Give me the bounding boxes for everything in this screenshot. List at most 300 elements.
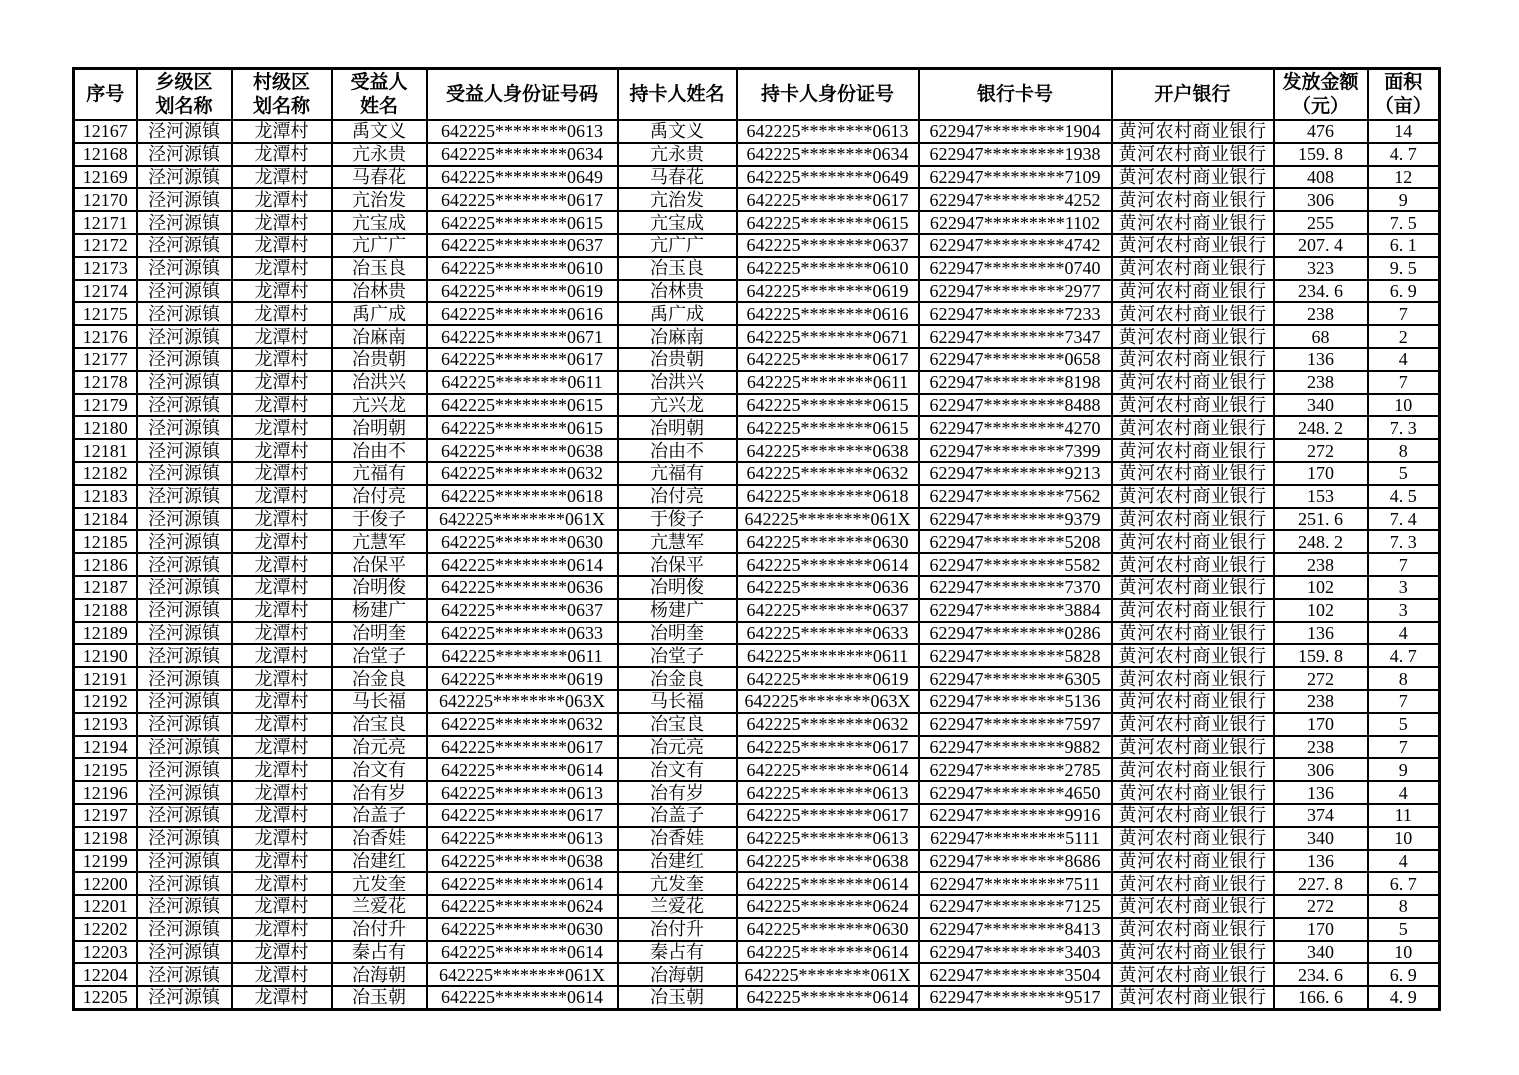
cell-village: 龙潭村 bbox=[232, 143, 332, 166]
cell-cardholder-name: 冶建红 bbox=[618, 850, 737, 873]
cell-cardholder-name: 亢兴龙 bbox=[618, 394, 737, 417]
cell-serial: 12200 bbox=[74, 872, 137, 895]
cell-area: 5 bbox=[1368, 462, 1440, 485]
cell-township: 泾河源镇 bbox=[137, 963, 232, 986]
cell-serial: 12196 bbox=[74, 781, 137, 804]
cell-bank: 黄河农村商业银行 bbox=[1112, 462, 1274, 485]
cell-amount: 136 bbox=[1274, 348, 1368, 371]
cell-cardholder-name: 冶玉朝 bbox=[618, 986, 737, 1009]
cell-village: 龙潭村 bbox=[232, 371, 332, 394]
table-row bbox=[74, 325, 1440, 348]
cell-cardholder-id: 642225********0616 bbox=[737, 302, 919, 325]
cell-bank-card-number: 622947*********9882 bbox=[919, 736, 1112, 759]
cell-bank: 黄河农村商业银行 bbox=[1112, 211, 1274, 234]
cell-village: 龙潭村 bbox=[232, 211, 332, 234]
cell-beneficiary-name: 亢福有 bbox=[332, 462, 427, 485]
cell-amount: 340 bbox=[1274, 394, 1368, 417]
cell-amount: 68 bbox=[1274, 325, 1368, 348]
cell-bank: 黄河农村商业银行 bbox=[1112, 394, 1274, 417]
header-label-line: 姓名 bbox=[359, 95, 398, 117]
cell-beneficiary-name: 冶玉朝 bbox=[332, 986, 427, 1009]
cell-cardholder-id: 642225********0611 bbox=[737, 644, 919, 667]
cell-serial: 12204 bbox=[74, 963, 137, 986]
cell-serial: 12199 bbox=[74, 850, 137, 873]
cell-cardholder-id: 642225********0636 bbox=[737, 576, 919, 599]
cell-village: 龙潭村 bbox=[232, 599, 332, 622]
cell-bank-card-number: 622947*********2785 bbox=[919, 758, 1112, 781]
cell-amount: 136 bbox=[1274, 622, 1368, 645]
cell-village: 龙潭村 bbox=[232, 257, 332, 280]
cell-beneficiary-id: 642225********0614 bbox=[427, 941, 618, 964]
header-label-line: 划名称 bbox=[252, 95, 310, 117]
cell-cardholder-id: 642225********0637 bbox=[737, 599, 919, 622]
cell-bank-card-number: 622947*********4270 bbox=[919, 416, 1112, 439]
table-row bbox=[74, 394, 1440, 417]
cell-amount: 159. 8 bbox=[1274, 143, 1368, 166]
table-body bbox=[74, 120, 1440, 1009]
cell-cardholder-id: 642225********0619 bbox=[737, 280, 919, 303]
cell-cardholder-id: 642225********0619 bbox=[737, 667, 919, 690]
header-cell-village bbox=[232, 69, 332, 121]
cell-bank-card-number: 622947*********3403 bbox=[919, 941, 1112, 964]
cell-village: 龙潭村 bbox=[232, 804, 332, 827]
cell-area: 10 bbox=[1368, 394, 1440, 417]
cell-bank: 黄河农村商业银行 bbox=[1112, 257, 1274, 280]
cell-beneficiary-id: 642225********0634 bbox=[427, 143, 618, 166]
cell-cardholder-name: 冶文有 bbox=[618, 758, 737, 781]
header-label-line: （元） bbox=[1291, 95, 1349, 117]
cell-area: 7. 3 bbox=[1368, 530, 1440, 553]
cell-beneficiary-id: 642225********0617 bbox=[427, 188, 618, 211]
cell-area: 6. 9 bbox=[1368, 280, 1440, 303]
cell-cardholder-id: 642225********0624 bbox=[737, 895, 919, 918]
cell-village: 龙潭村 bbox=[232, 941, 332, 964]
cell-bank: 黄河农村商业银行 bbox=[1112, 485, 1274, 508]
cell-bank-card-number: 622947*********9916 bbox=[919, 804, 1112, 827]
cell-village: 龙潭村 bbox=[232, 302, 332, 325]
cell-serial: 12197 bbox=[74, 804, 137, 827]
cell-township: 泾河源镇 bbox=[137, 188, 232, 211]
cell-beneficiary-id: 642225********0632 bbox=[427, 713, 618, 736]
cell-bank-card-number: 622947*********1904 bbox=[919, 120, 1112, 143]
cell-bank: 黄河农村商业银行 bbox=[1112, 599, 1274, 622]
table-row bbox=[74, 599, 1440, 622]
cell-beneficiary-id: 642225********0637 bbox=[427, 599, 618, 622]
cell-cardholder-name: 亢发奎 bbox=[618, 872, 737, 895]
cell-cardholder-name: 冶麻南 bbox=[618, 325, 737, 348]
cell-amount: 340 bbox=[1274, 941, 1368, 964]
cell-beneficiary-name: 冶盖子 bbox=[332, 804, 427, 827]
cell-serial: 12184 bbox=[74, 508, 137, 531]
header-label-line: 持卡人姓名 bbox=[629, 83, 725, 105]
cell-bank: 黄河农村商业银行 bbox=[1112, 188, 1274, 211]
cell-cardholder-name: 冶海朝 bbox=[618, 963, 737, 986]
cell-serial: 12183 bbox=[74, 485, 137, 508]
cell-township: 泾河源镇 bbox=[137, 758, 232, 781]
cell-cardholder-id: 642225********0632 bbox=[737, 713, 919, 736]
cell-amount: 238 bbox=[1274, 302, 1368, 325]
cell-township: 泾河源镇 bbox=[137, 941, 232, 964]
cell-bank-card-number: 622947*********7233 bbox=[919, 302, 1112, 325]
cell-area: 8 bbox=[1368, 895, 1440, 918]
cell-township: 泾河源镇 bbox=[137, 918, 232, 941]
cell-village: 龙潭村 bbox=[232, 166, 332, 189]
cell-township: 泾河源镇 bbox=[137, 736, 232, 759]
cell-cardholder-name: 亢福有 bbox=[618, 462, 737, 485]
cell-township: 泾河源镇 bbox=[137, 690, 232, 713]
cell-amount: 227. 8 bbox=[1274, 872, 1368, 895]
cell-bank: 黄河农村商业银行 bbox=[1112, 850, 1274, 873]
cell-beneficiary-name: 冶明俊 bbox=[332, 576, 427, 599]
header-cell-cardholder-id bbox=[737, 69, 919, 121]
cell-bank-card-number: 622947*********5582 bbox=[919, 553, 1112, 576]
cell-cardholder-id: 642225********0615 bbox=[737, 394, 919, 417]
cell-beneficiary-name: 冶明朝 bbox=[332, 416, 427, 439]
cell-beneficiary-id: 642225********0633 bbox=[427, 622, 618, 645]
cell-amount: 170 bbox=[1274, 462, 1368, 485]
cell-cardholder-name: 冶由不 bbox=[618, 439, 737, 462]
cell-beneficiary-id: 642225********0638 bbox=[427, 439, 618, 462]
cell-serial: 12186 bbox=[74, 553, 137, 576]
cell-cardholder-id: 642225********0649 bbox=[737, 166, 919, 189]
cell-amount: 238 bbox=[1274, 371, 1368, 394]
cell-cardholder-name: 马春花 bbox=[618, 166, 737, 189]
cell-township: 泾河源镇 bbox=[137, 302, 232, 325]
cell-township: 泾河源镇 bbox=[137, 895, 232, 918]
cell-cardholder-id: 642225********0614 bbox=[737, 986, 919, 1009]
cell-township: 泾河源镇 bbox=[137, 257, 232, 280]
cell-serial: 12201 bbox=[74, 895, 137, 918]
table-row bbox=[74, 166, 1440, 189]
cell-township: 泾河源镇 bbox=[137, 713, 232, 736]
cell-beneficiary-id: 642225********063X bbox=[427, 690, 618, 713]
cell-bank-card-number: 622947*********8413 bbox=[919, 918, 1112, 941]
header-cell-area bbox=[1368, 69, 1440, 121]
cell-beneficiary-name: 冶付升 bbox=[332, 918, 427, 941]
cell-serial: 12193 bbox=[74, 713, 137, 736]
cell-village: 龙潭村 bbox=[232, 850, 332, 873]
header-row bbox=[74, 69, 1440, 121]
cell-beneficiary-name: 冶元亮 bbox=[332, 736, 427, 759]
header-cell-beneficiary-id bbox=[427, 69, 618, 121]
cell-cardholder-name: 于俊子 bbox=[618, 508, 737, 531]
table-row bbox=[74, 736, 1440, 759]
cell-beneficiary-name: 亢宝成 bbox=[332, 211, 427, 234]
cell-cardholder-name: 冶明朝 bbox=[618, 416, 737, 439]
cell-village: 龙潭村 bbox=[232, 348, 332, 371]
cell-beneficiary-id: 642225********0610 bbox=[427, 257, 618, 280]
cell-beneficiary-name: 亢治发 bbox=[332, 188, 427, 211]
cell-bank: 黄河农村商业银行 bbox=[1112, 690, 1274, 713]
cell-cardholder-id: 642225********0614 bbox=[737, 941, 919, 964]
table-row bbox=[74, 257, 1440, 280]
cell-village: 龙潭村 bbox=[232, 508, 332, 531]
cell-village: 龙潭村 bbox=[232, 530, 332, 553]
cell-bank: 黄河农村商业银行 bbox=[1112, 667, 1274, 690]
cell-cardholder-id: 642225********0632 bbox=[737, 462, 919, 485]
cell-area: 7 bbox=[1368, 736, 1440, 759]
cell-bank: 黄河农村商业银行 bbox=[1112, 166, 1274, 189]
header-label-line: （亩） bbox=[1374, 95, 1432, 117]
cell-area: 7 bbox=[1368, 302, 1440, 325]
cell-serial: 12168 bbox=[74, 143, 137, 166]
table-row bbox=[74, 439, 1440, 462]
table-row bbox=[74, 918, 1440, 941]
cell-beneficiary-name: 亢发奎 bbox=[332, 872, 427, 895]
cell-bank: 黄河农村商业银行 bbox=[1112, 143, 1274, 166]
cell-bank-card-number: 622947*********0286 bbox=[919, 622, 1112, 645]
cell-bank: 黄河农村商业银行 bbox=[1112, 530, 1274, 553]
cell-area: 7 bbox=[1368, 553, 1440, 576]
cell-cardholder-id: 642225********0611 bbox=[737, 371, 919, 394]
cell-cardholder-name: 冶明奎 bbox=[618, 622, 737, 645]
cell-bank: 黄河农村商业银行 bbox=[1112, 120, 1274, 143]
cell-bank: 黄河农村商业银行 bbox=[1112, 325, 1274, 348]
cell-bank: 黄河农村商业银行 bbox=[1112, 941, 1274, 964]
cell-amount: 207. 4 bbox=[1274, 234, 1368, 257]
cell-cardholder-name: 马长福 bbox=[618, 690, 737, 713]
cell-bank: 黄河农村商业银行 bbox=[1112, 439, 1274, 462]
cell-area: 4 bbox=[1368, 348, 1440, 371]
cell-bank-card-number: 622947*********7562 bbox=[919, 485, 1112, 508]
cell-amount: 238 bbox=[1274, 736, 1368, 759]
cell-beneficiary-id: 642225********0619 bbox=[427, 667, 618, 690]
cell-area: 8 bbox=[1368, 439, 1440, 462]
cell-cardholder-name: 禹广成 bbox=[618, 302, 737, 325]
cell-beneficiary-id: 642225********0671 bbox=[427, 325, 618, 348]
cell-serial: 12203 bbox=[74, 941, 137, 964]
cell-beneficiary-id: 642225********0619 bbox=[427, 280, 618, 303]
cell-bank: 黄河农村商业银行 bbox=[1112, 371, 1274, 394]
cell-bank-card-number: 622947*********7125 bbox=[919, 895, 1112, 918]
cell-area: 3 bbox=[1368, 599, 1440, 622]
cell-amount: 306 bbox=[1274, 758, 1368, 781]
cell-beneficiary-name: 马长福 bbox=[332, 690, 427, 713]
cell-beneficiary-name: 马春花 bbox=[332, 166, 427, 189]
cell-serial: 12173 bbox=[74, 257, 137, 280]
cell-village: 龙潭村 bbox=[232, 827, 332, 850]
table-row bbox=[74, 963, 1440, 986]
cell-amount: 272 bbox=[1274, 667, 1368, 690]
cell-cardholder-id: 642225********0638 bbox=[737, 850, 919, 873]
cell-area: 10 bbox=[1368, 827, 1440, 850]
cell-amount: 340 bbox=[1274, 827, 1368, 850]
cell-cardholder-name: 冶玉良 bbox=[618, 257, 737, 280]
cell-cardholder-id: 642225********063X bbox=[737, 690, 919, 713]
cell-amount: 153 bbox=[1274, 485, 1368, 508]
table-row bbox=[74, 462, 1440, 485]
cell-township: 泾河源镇 bbox=[137, 120, 232, 143]
cell-township: 泾河源镇 bbox=[137, 781, 232, 804]
cell-serial: 12205 bbox=[74, 986, 137, 1009]
cell-amount: 476 bbox=[1274, 120, 1368, 143]
cell-bank-card-number: 622947*********8198 bbox=[919, 371, 1112, 394]
cell-area: 6. 7 bbox=[1368, 872, 1440, 895]
cell-cardholder-id: 642225********0638 bbox=[737, 439, 919, 462]
cell-township: 泾河源镇 bbox=[137, 986, 232, 1009]
cell-village: 龙潭村 bbox=[232, 713, 332, 736]
cell-area: 4. 7 bbox=[1368, 143, 1440, 166]
table-row bbox=[74, 120, 1440, 143]
cell-cardholder-name: 亢宝成 bbox=[618, 211, 737, 234]
table-row bbox=[74, 941, 1440, 964]
cell-cardholder-name: 冶元亮 bbox=[618, 736, 737, 759]
cell-cardholder-id: 642225********0613 bbox=[737, 781, 919, 804]
header-label-line: 村级区 bbox=[252, 71, 310, 93]
cell-beneficiary-name: 亢兴龙 bbox=[332, 394, 427, 417]
cell-township: 泾河源镇 bbox=[137, 644, 232, 667]
header-label-line: 受益人身份证号码 bbox=[445, 83, 598, 105]
subsidy-table bbox=[72, 67, 1441, 1011]
cell-village: 龙潭村 bbox=[232, 485, 332, 508]
cell-beneficiary-name: 冶海朝 bbox=[332, 963, 427, 986]
cell-township: 泾河源镇 bbox=[137, 348, 232, 371]
table-row bbox=[74, 211, 1440, 234]
cell-bank: 黄河农村商业银行 bbox=[1112, 781, 1274, 804]
header-cell-township bbox=[137, 69, 232, 121]
cell-bank: 黄河农村商业银行 bbox=[1112, 872, 1274, 895]
cell-cardholder-id: 642225********0630 bbox=[737, 918, 919, 941]
table-row bbox=[74, 553, 1440, 576]
cell-amount: 234. 6 bbox=[1274, 963, 1368, 986]
cell-bank-card-number: 622947*********3884 bbox=[919, 599, 1112, 622]
cell-cardholder-name: 冶宝良 bbox=[618, 713, 737, 736]
cell-cardholder-name: 亢慧军 bbox=[618, 530, 737, 553]
cell-cardholder-name: 冶林贵 bbox=[618, 280, 737, 303]
cell-township: 泾河源镇 bbox=[137, 576, 232, 599]
cell-cardholder-name: 冶金良 bbox=[618, 667, 737, 690]
cell-bank-card-number: 622947*********7399 bbox=[919, 439, 1112, 462]
cell-area: 6. 1 bbox=[1368, 234, 1440, 257]
cell-beneficiary-id: 642225********0614 bbox=[427, 553, 618, 576]
header-label-line: 持卡人身份证号 bbox=[760, 83, 894, 105]
table-row bbox=[74, 576, 1440, 599]
cell-amount: 408 bbox=[1274, 166, 1368, 189]
cell-beneficiary-id: 642225********0636 bbox=[427, 576, 618, 599]
cell-cardholder-id: 642225********0614 bbox=[737, 872, 919, 895]
cell-beneficiary-name: 冶有岁 bbox=[332, 781, 427, 804]
cell-bank-card-number: 622947*********5136 bbox=[919, 690, 1112, 713]
cell-beneficiary-name: 冶贵朝 bbox=[332, 348, 427, 371]
cell-beneficiary-name: 冶玉良 bbox=[332, 257, 427, 280]
cell-village: 龙潭村 bbox=[232, 280, 332, 303]
header-cell-amount bbox=[1274, 69, 1368, 121]
cell-cardholder-name: 亢永贵 bbox=[618, 143, 737, 166]
cell-serial: 12174 bbox=[74, 280, 137, 303]
cell-beneficiary-name: 亢永贵 bbox=[332, 143, 427, 166]
cell-beneficiary-id: 642225********0611 bbox=[427, 644, 618, 667]
table-row bbox=[74, 872, 1440, 895]
cell-township: 泾河源镇 bbox=[137, 667, 232, 690]
cell-bank: 黄河农村商业银行 bbox=[1112, 895, 1274, 918]
cell-township: 泾河源镇 bbox=[137, 530, 232, 553]
cell-bank-card-number: 622947*********7511 bbox=[919, 872, 1112, 895]
cell-serial: 12169 bbox=[74, 166, 137, 189]
cell-amount: 102 bbox=[1274, 576, 1368, 599]
cell-bank-card-number: 622947*********6305 bbox=[919, 667, 1112, 690]
cell-beneficiary-id: 642225********0615 bbox=[427, 211, 618, 234]
cell-cardholder-name: 亢治发 bbox=[618, 188, 737, 211]
cell-village: 龙潭村 bbox=[232, 895, 332, 918]
cell-village: 龙潭村 bbox=[232, 234, 332, 257]
cell-bank: 黄河农村商业银行 bbox=[1112, 918, 1274, 941]
cell-area: 12 bbox=[1368, 166, 1440, 189]
cell-cardholder-name: 冶保平 bbox=[618, 553, 737, 576]
cell-cardholder-name: 冶堂子 bbox=[618, 644, 737, 667]
cell-serial: 12170 bbox=[74, 188, 137, 211]
cell-beneficiary-name: 冶洪兴 bbox=[332, 371, 427, 394]
cell-serial: 12202 bbox=[74, 918, 137, 941]
cell-beneficiary-id: 642225********0637 bbox=[427, 234, 618, 257]
cell-area: 4 bbox=[1368, 622, 1440, 645]
cell-bank: 黄河农村商业银行 bbox=[1112, 986, 1274, 1009]
cell-cardholder-name: 冶盖子 bbox=[618, 804, 737, 827]
cell-area: 4. 9 bbox=[1368, 986, 1440, 1009]
cell-cardholder-name: 冶贵朝 bbox=[618, 348, 737, 371]
cell-beneficiary-id: 642225********0611 bbox=[427, 371, 618, 394]
cell-area: 5 bbox=[1368, 918, 1440, 941]
cell-beneficiary-id: 642225********0617 bbox=[427, 804, 618, 827]
cell-township: 泾河源镇 bbox=[137, 850, 232, 873]
cell-amount: 170 bbox=[1274, 918, 1368, 941]
cell-cardholder-id: 642225********0618 bbox=[737, 485, 919, 508]
table-row bbox=[74, 302, 1440, 325]
cell-bank-card-number: 622947*********0658 bbox=[919, 348, 1112, 371]
cell-cardholder-name: 禹文义 bbox=[618, 120, 737, 143]
cell-beneficiary-name: 亢广广 bbox=[332, 234, 427, 257]
table-row bbox=[74, 371, 1440, 394]
cell-bank-card-number: 622947*********8488 bbox=[919, 394, 1112, 417]
header-cell-serial bbox=[74, 69, 137, 121]
cell-beneficiary-id: 642225********0613 bbox=[427, 781, 618, 804]
header-cell-bank bbox=[1112, 69, 1274, 121]
cell-bank-card-number: 622947*********7597 bbox=[919, 713, 1112, 736]
cell-cardholder-id: 642225********0633 bbox=[737, 622, 919, 645]
cell-township: 泾河源镇 bbox=[137, 553, 232, 576]
cell-bank: 黄河农村商业银行 bbox=[1112, 576, 1274, 599]
cell-cardholder-id: 642225********0634 bbox=[737, 143, 919, 166]
cell-township: 泾河源镇 bbox=[137, 485, 232, 508]
cell-beneficiary-name: 冶香娃 bbox=[332, 827, 427, 850]
cell-beneficiary-name: 兰爱花 bbox=[332, 895, 427, 918]
cell-serial: 12178 bbox=[74, 371, 137, 394]
cell-bank-card-number: 622947*********4252 bbox=[919, 188, 1112, 211]
cell-area: 2 bbox=[1368, 325, 1440, 348]
table-row bbox=[74, 895, 1440, 918]
cell-beneficiary-id: 642225********0614 bbox=[427, 986, 618, 1009]
cell-beneficiary-name: 冶建红 bbox=[332, 850, 427, 873]
header-label-line: 开户银行 bbox=[1154, 83, 1231, 105]
table-row bbox=[74, 188, 1440, 211]
table-row bbox=[74, 280, 1440, 303]
cell-amount: 251. 6 bbox=[1274, 508, 1368, 531]
header-label-line: 划名称 bbox=[155, 95, 213, 117]
cell-cardholder-id: 642225********0617 bbox=[737, 736, 919, 759]
cell-bank: 黄河农村商业银行 bbox=[1112, 302, 1274, 325]
cell-area: 7. 4 bbox=[1368, 508, 1440, 531]
cell-village: 龙潭村 bbox=[232, 394, 332, 417]
cell-bank-card-number: 622947*********1102 bbox=[919, 211, 1112, 234]
cell-village: 龙潭村 bbox=[232, 120, 332, 143]
cell-bank-card-number: 622947*********8686 bbox=[919, 850, 1112, 873]
cell-amount: 170 bbox=[1274, 713, 1368, 736]
cell-serial: 12179 bbox=[74, 394, 137, 417]
table-row bbox=[74, 758, 1440, 781]
cell-cardholder-id: 642225********0630 bbox=[737, 530, 919, 553]
cell-cardholder-id: 642225********0671 bbox=[737, 325, 919, 348]
cell-cardholder-id: 642225********0617 bbox=[737, 804, 919, 827]
cell-village: 龙潭村 bbox=[232, 781, 332, 804]
